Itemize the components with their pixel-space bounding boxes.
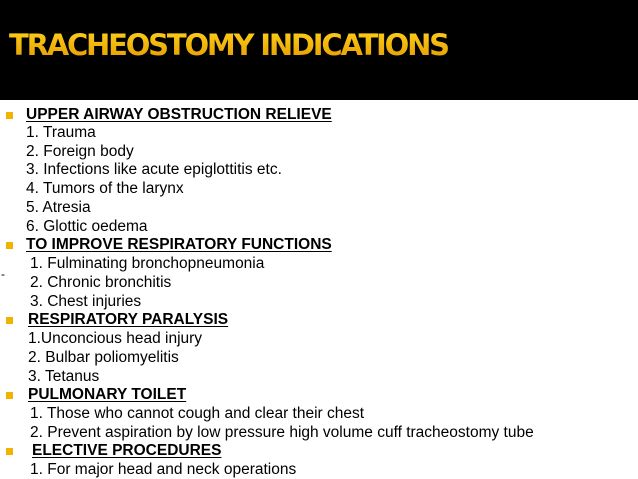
slide-content bbox=[0, 106, 638, 478]
list-item: 3. Tetanus bbox=[28, 368, 100, 385]
list-item: 1. Fulminating bronchopneumonia bbox=[30, 255, 265, 272]
list-item: 2. Foreign body bbox=[26, 143, 134, 160]
list-item: 1. Those who cannot cough and clear their chest bbox=[30, 405, 365, 422]
list-item: 3. Chest injuries bbox=[30, 293, 142, 310]
title-bar bbox=[0, 0, 638, 100]
list-item: 2. Chronic bronchitis bbox=[30, 274, 172, 291]
bullet-icon bbox=[6, 112, 13, 119]
list-item: 4. Tumors of the larynx bbox=[26, 180, 184, 197]
section-heading-upper-airway: UPPER AIRWAY OBSTRUCTION RELIEVE bbox=[26, 106, 332, 123]
list-item: 6. Glottic oedema bbox=[26, 218, 148, 235]
bullet-icon bbox=[6, 448, 13, 455]
bullet-icon bbox=[6, 392, 13, 399]
list-item: 2. Bulbar poliomyelitis bbox=[28, 349, 179, 366]
list-item: 5. Atresia bbox=[26, 199, 91, 216]
section-heading-pulmonary-toilet: PULMONARY TOILET bbox=[28, 386, 187, 403]
section-heading-respiratory-paralysis: RESPIRATORY PARALYSIS bbox=[28, 311, 229, 328]
bullet-icon bbox=[6, 242, 13, 249]
margin-mark: - bbox=[1, 267, 5, 281]
list-item: 1. For major head and neck operations bbox=[30, 461, 297, 478]
section-heading-respiratory-functions: TO IMPROVE RESPIRATORY FUNCTIONS bbox=[26, 236, 332, 253]
list-item: 1.Unconcious head injury bbox=[28, 330, 203, 347]
slide-title: TRACHEOSTOMY INDICATIONS bbox=[9, 28, 448, 62]
list-item: 1. Trauma bbox=[26, 124, 96, 141]
bullet-icon bbox=[6, 317, 13, 324]
list-item: 2. Prevent aspiration by low pressure high volume cuff tracheostomy tube bbox=[30, 424, 534, 441]
list-item: 3. Infections like acute epiglottitis etc. bbox=[26, 161, 282, 178]
section-heading-elective-procedures: ELECTIVE PROCEDURES bbox=[32, 442, 222, 459]
